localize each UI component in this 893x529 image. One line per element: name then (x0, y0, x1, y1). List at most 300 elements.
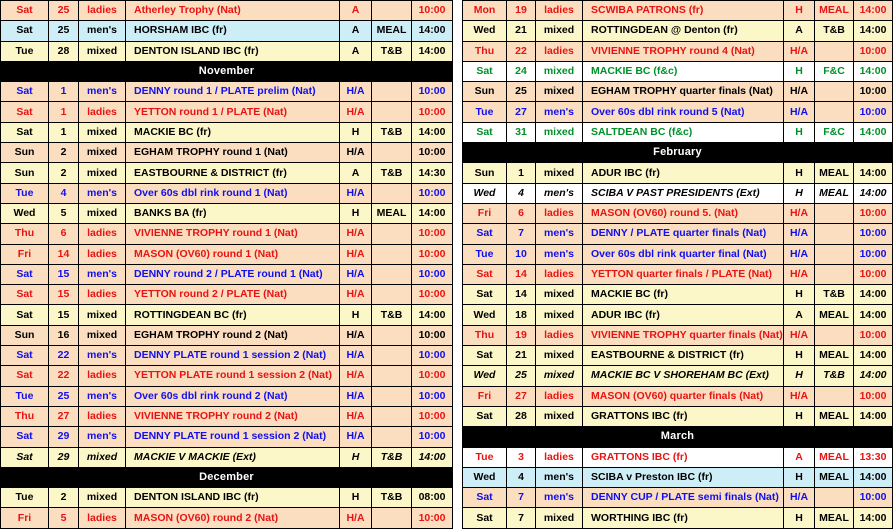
fixture-cell-venue: H/A (340, 427, 372, 447)
fixture-cell-day: Fri (463, 203, 507, 223)
fixture-cell-time: 10:00 (412, 386, 453, 406)
fixture-cell-venue: H/A (340, 224, 372, 244)
fixture-cell-day: Thu (463, 325, 507, 345)
fixture-cell-time: 14:00 (412, 21, 453, 41)
fixture-cell-venue: H/A (784, 244, 815, 264)
fixture-row[interactable] (1, 406, 453, 426)
fixture-cell-day: Thu (1, 224, 49, 244)
fixture-cell-venue: H/A (340, 264, 372, 284)
fixture-cell-date: 25 (49, 1, 79, 21)
fixture-cell-day: Sat (1, 447, 49, 467)
fixture-cell-day: Fri (1, 508, 49, 528)
fixture-cell-event: DENTON ISLAND IBC (fr) (126, 488, 340, 508)
fixture-cell-meal (372, 427, 412, 447)
fixture-row[interactable] (463, 102, 893, 122)
fixture-cell-type: men's (79, 427, 126, 447)
fixture-cell-type: mixed (79, 41, 126, 61)
fixture-cell-day: Wed (463, 467, 507, 487)
fixture-cell-date: 3 (507, 447, 536, 467)
fixture-cell-venue: H (340, 203, 372, 223)
fixture-cell-event: GRATTONS IBC (fr) (583, 447, 784, 467)
fixture-cell-time: 10:00 (854, 264, 893, 284)
fixture-cell-date: 22 (49, 366, 79, 386)
fixture-row[interactable] (463, 366, 893, 386)
fixture-cell-meal (372, 386, 412, 406)
fixture-cell-type: ladies (79, 406, 126, 426)
fixture-table-right (462, 0, 893, 529)
fixture-cell-meal: MEAL (815, 346, 854, 366)
fixture-cell-meal: MEAL (815, 508, 854, 528)
fixture-cell-day: Tue (1, 183, 49, 203)
fixture-row[interactable] (1, 366, 453, 386)
fixture-cell-date: 4 (49, 183, 79, 203)
fixture-cell-time: 10:00 (412, 285, 453, 305)
fixture-cell-venue: H (784, 61, 815, 81)
fixture-row[interactable] (463, 488, 893, 508)
fixture-cell-type: men's (79, 183, 126, 203)
fixture-cell-event: EGHAM TROPHY round 2 (Nat) (126, 325, 340, 345)
fixture-cell-type: ladies (79, 366, 126, 386)
fixture-row[interactable] (463, 224, 893, 244)
fixture-row[interactable] (463, 346, 893, 366)
fixture-cell-type: mixed (79, 122, 126, 142)
fixture-cell-day: Sun (1, 163, 49, 183)
fixture-cell-time: 14:00 (412, 305, 453, 325)
fixture-cell-type: mixed (536, 285, 583, 305)
fixture-cell-type: mixed (79, 163, 126, 183)
fixture-cell-venue: H/A (340, 102, 372, 122)
fixture-row[interactable] (1, 224, 453, 244)
fixture-row[interactable] (463, 1, 893, 21)
fixture-cell-meal: T&B (372, 447, 412, 467)
fixture-row[interactable] (463, 82, 893, 102)
fixture-cell-event: Over 60s dbl rink round 5 (Nat) (583, 102, 784, 122)
fixture-cell-time: 10:00 (854, 82, 893, 102)
fixture-cell-day: Tue (1, 41, 49, 61)
fixture-cell-time: 10:00 (412, 102, 453, 122)
fixture-cell-type: ladies (536, 203, 583, 223)
fixture-row[interactable] (1, 427, 453, 447)
fixture-cell-day: Sun (1, 325, 49, 345)
fixture-cell-event: YETTON round 2 / PLATE (Nat) (126, 285, 340, 305)
fixture-cell-meal (815, 488, 854, 508)
fixture-cell-date: 25 (49, 386, 79, 406)
fixture-cell-day: Sat (463, 61, 507, 81)
fixture-cell-time: 10:00 (412, 224, 453, 244)
fixture-cell-meal: MEAL (815, 1, 854, 21)
fixture-cell-date: 31 (507, 122, 536, 142)
fixture-cell-venue: A (340, 21, 372, 41)
fixture-cell-date: 4 (507, 183, 536, 203)
fixture-cell-type: mixed (536, 508, 583, 528)
fixture-cell-time: 10:00 (412, 1, 453, 21)
fixture-row[interactable] (1, 82, 453, 102)
fixture-cell-day: Sat (463, 406, 507, 426)
fixture-cell-venue: H (784, 406, 815, 426)
fixture-cell-day: Wed (463, 183, 507, 203)
fixture-cell-date: 6 (49, 224, 79, 244)
fixture-cell-time: 10:00 (412, 346, 453, 366)
fixture-cell-day: Sat (1, 1, 49, 21)
fixture-cell-event: ROTTINGDEAN @ Denton (fr) (583, 21, 784, 41)
fixture-row[interactable] (1, 203, 453, 223)
fixture-cell-meal (815, 82, 854, 102)
fixture-cell-time: 10:00 (412, 508, 453, 528)
fixture-row[interactable] (463, 21, 893, 41)
fixture-cell-meal (815, 41, 854, 61)
fixture-cell-venue: H/A (340, 366, 372, 386)
fixture-cell-type: men's (536, 467, 583, 487)
fixture-cell-date: 1 (49, 82, 79, 102)
fixture-cell-venue: A (340, 163, 372, 183)
fixture-cell-day: Sat (1, 21, 49, 41)
fixture-row[interactable] (1, 21, 453, 41)
fixture-cell-time: 10:00 (854, 386, 893, 406)
month-divider-label: March (463, 427, 893, 447)
fixture-cell-date: 19 (507, 325, 536, 345)
fixture-row[interactable] (1, 346, 453, 366)
fixture-row[interactable] (1, 447, 453, 467)
fixture-cell-event: DENNY / PLATE quarter finals (Nat) (583, 224, 784, 244)
fixture-cell-date: 2 (49, 488, 79, 508)
fixture-cell-event: YETTON PLATE round 1 session 2 (Nat) (126, 366, 340, 386)
fixture-cell-type: mixed (536, 21, 583, 41)
fixture-cell-venue: H (784, 163, 815, 183)
fixture-row[interactable] (463, 325, 893, 345)
fixture-cell-meal (372, 366, 412, 386)
fixture-cell-venue: H (784, 467, 815, 487)
fixture-cell-time: 14:00 (854, 61, 893, 81)
fixture-cell-day: Wed (463, 305, 507, 325)
fixture-cell-venue: A (784, 447, 815, 467)
fixture-cell-date: 25 (49, 21, 79, 41)
fixture-cell-date: 22 (507, 41, 536, 61)
fixture-cell-day: Sat (1, 264, 49, 284)
fixture-row[interactable] (463, 406, 893, 426)
fixture-cell-date: 27 (507, 102, 536, 122)
fixture-cell-venue: A (340, 1, 372, 21)
fixture-cell-type: mixed (536, 406, 583, 426)
fixture-cell-day: Tue (463, 244, 507, 264)
fixture-cell-date: 27 (507, 386, 536, 406)
fixture-cell-event: SCIBA v Preston IBC (fr) (583, 467, 784, 487)
fixture-row[interactable] (463, 467, 893, 487)
fixture-cell-time: 14:00 (854, 305, 893, 325)
fixture-cell-time: 10:00 (854, 325, 893, 345)
fixture-row[interactable] (463, 183, 893, 203)
fixture-cell-date: 25 (507, 366, 536, 386)
fixture-cell-meal (815, 203, 854, 223)
fixture-cell-time: 14:00 (854, 21, 893, 41)
fixture-cell-day: Sat (1, 427, 49, 447)
fixture-cell-meal: MEAL (372, 203, 412, 223)
fixture-cell-day: Sat (463, 488, 507, 508)
fixture-row[interactable] (463, 508, 893, 528)
fixture-cell-event: Over 60s dbl rink quarter final (Nat) (583, 244, 784, 264)
fixture-cell-event: DENNY round 2 / PLATE round 1 (Nat) (126, 264, 340, 284)
fixture-cell-event: Over 60s dbl rink round 2 (Nat) (126, 386, 340, 406)
fixture-cell-time: 10:00 (412, 366, 453, 386)
fixture-cell-event: DENNY CUP / PLATE semi finals (Nat) (583, 488, 784, 508)
fixture-cell-time: 10:00 (412, 143, 453, 163)
fixture-cell-date: 7 (507, 508, 536, 528)
fixture-row[interactable] (1, 1, 453, 21)
fixture-row[interactable] (463, 244, 893, 264)
fixture-cell-day: Tue (1, 386, 49, 406)
fixture-cell-meal (372, 183, 412, 203)
fixture-row[interactable] (1, 264, 453, 284)
fixture-cell-meal: MEAL (815, 163, 854, 183)
fixture-cell-type: ladies (536, 386, 583, 406)
fixture-row[interactable] (463, 122, 893, 142)
fixture-cell-event: VIVIENNE TROPHY round 1 (Nat) (126, 224, 340, 244)
fixture-cell-event: ROTTINGDEAN BC (fr) (126, 305, 340, 325)
fixture-cell-meal: T&B (372, 305, 412, 325)
fixture-cell-day: Tue (463, 447, 507, 467)
fixture-row[interactable] (463, 447, 893, 467)
fixture-cell-event: GRATTONS IBC (fr) (583, 406, 784, 426)
fixture-cell-time: 10:00 (854, 244, 893, 264)
fixture-cell-day: Sat (1, 102, 49, 122)
fixture-cell-day: Sat (1, 285, 49, 305)
fixture-cell-venue: A (784, 305, 815, 325)
fixture-cell-type: men's (79, 346, 126, 366)
fixture-row[interactable] (463, 163, 893, 183)
fixture-cell-event: MASON (OV60) round 5. (Nat) (583, 203, 784, 223)
fixture-cell-date: 5 (49, 203, 79, 223)
fixture-cell-time: 10:00 (412, 244, 453, 264)
fixture-cell-event: YETTON round 1 / PLATE (Nat) (126, 102, 340, 122)
fixture-cell-date: 16 (49, 325, 79, 345)
fixture-cell-type: mixed (79, 143, 126, 163)
fixture-cell-date: 18 (507, 305, 536, 325)
month-divider-row (1, 467, 453, 487)
fixture-cell-event: Over 60s dbl rink round 1 (Nat) (126, 183, 340, 203)
fixture-row[interactable] (463, 61, 893, 81)
fixture-cell-event: MACKIE BC (f&c) (583, 61, 784, 81)
month-divider-row (1, 61, 453, 81)
fixture-cell-date: 22 (49, 346, 79, 366)
fixture-cell-venue: H/A (340, 143, 372, 163)
fixture-cell-venue: H/A (340, 82, 372, 102)
fixture-cell-time: 14:00 (854, 346, 893, 366)
fixture-cell-meal (815, 386, 854, 406)
fixture-row[interactable] (1, 102, 453, 122)
fixture-cell-venue: H/A (340, 285, 372, 305)
fixture-cell-meal: T&B (372, 41, 412, 61)
fixture-cell-time: 08:00 (412, 488, 453, 508)
fixture-cell-meal: MEAL (815, 183, 854, 203)
fixture-cell-time: 14:00 (854, 183, 893, 203)
fixture-cell-type: men's (536, 224, 583, 244)
fixture-cell-event: ADUR IBC (fr) (583, 163, 784, 183)
fixture-cell-day: Wed (463, 366, 507, 386)
fixture-cell-meal: T&B (372, 122, 412, 142)
fixture-cell-time: 10:00 (854, 41, 893, 61)
fixture-cell-date: 24 (507, 61, 536, 81)
fixture-cell-venue: H (784, 285, 815, 305)
fixture-cell-meal: MEAL (815, 467, 854, 487)
fixture-cell-venue: H/A (340, 346, 372, 366)
fixture-cell-time: 10:00 (854, 203, 893, 223)
fixture-cell-meal: MEAL (815, 447, 854, 467)
fixture-cell-time: 14:00 (854, 163, 893, 183)
fixture-cell-date: 1 (49, 102, 79, 122)
fixture-cell-type: men's (79, 386, 126, 406)
fixture-cell-event: DENNY PLATE round 1 session 2 (Nat) (126, 346, 340, 366)
fixture-cell-venue: H (340, 447, 372, 467)
fixture-cell-time: 10:00 (854, 488, 893, 508)
fixture-cell-meal: T&B (372, 488, 412, 508)
fixture-cell-meal: T&B (372, 163, 412, 183)
fixture-row[interactable] (1, 143, 453, 163)
fixture-cell-event: DENNY PLATE round 1 session 2 (Nat) (126, 427, 340, 447)
fixture-cell-date: 4 (507, 467, 536, 487)
fixture-cell-time: 14:30 (412, 163, 453, 183)
fixture-cell-venue: H/A (784, 224, 815, 244)
fixture-cell-type: ladies (79, 244, 126, 264)
fixture-cell-event: ADUR IBC (fr) (583, 305, 784, 325)
fixture-cell-type: mixed (79, 447, 126, 467)
fixture-cell-date: 1 (49, 122, 79, 142)
fixture-cell-event: MACKIE BC (fr) (126, 122, 340, 142)
fixture-cell-event: SCIBA V PAST PRESIDENTS (Ext) (583, 183, 784, 203)
fixture-cell-time: 14:00 (854, 467, 893, 487)
fixture-cell-meal: F&C (815, 122, 854, 142)
fixture-cell-time: 13:30 (854, 447, 893, 467)
fixture-cell-event: MACKIE BC V SHOREHAM BC (Ext) (583, 366, 784, 386)
fixture-cell-type: ladies (536, 264, 583, 284)
fixture-cell-type: mixed (536, 366, 583, 386)
fixture-row[interactable] (1, 508, 453, 528)
fixture-cell-day: Sat (1, 366, 49, 386)
fixture-row[interactable] (1, 305, 453, 325)
fixture-row[interactable] (1, 285, 453, 305)
fixture-cell-meal: T&B (815, 21, 854, 41)
fixture-cell-time: 10:00 (412, 406, 453, 426)
fixture-table-right-body (463, 1, 893, 529)
month-divider-label: December (1, 467, 453, 487)
fixture-cell-type: men's (79, 264, 126, 284)
fixture-row[interactable] (463, 203, 893, 223)
fixture-cell-type: mixed (536, 122, 583, 142)
fixture-row[interactable] (1, 386, 453, 406)
fixture-cell-date: 15 (49, 305, 79, 325)
fixture-cell-type: men's (536, 183, 583, 203)
fixture-row[interactable] (1, 325, 453, 345)
fixture-cell-event: DENNY round 1 / PLATE prelim (Nat) (126, 82, 340, 102)
fixture-cell-venue: H/A (784, 325, 815, 345)
fixture-cell-meal (815, 102, 854, 122)
fixture-cell-type: ladies (536, 1, 583, 21)
fixture-row[interactable] (463, 305, 893, 325)
fixture-row[interactable] (1, 122, 453, 142)
fixture-cell-event: EGHAM TROPHY round 1 (Nat) (126, 143, 340, 163)
fixture-cell-date: 19 (507, 1, 536, 21)
fixture-cell-date: 14 (507, 285, 536, 305)
fixture-cell-venue: H/A (784, 386, 815, 406)
fixture-row[interactable] (1, 163, 453, 183)
fixture-cell-meal: MEAL (372, 21, 412, 41)
fixture-cell-meal (815, 325, 854, 345)
fixture-cell-date: 25 (507, 82, 536, 102)
fixture-cell-event: MACKIE V MACKIE (Ext) (126, 447, 340, 467)
fixture-cell-type: mixed (536, 346, 583, 366)
fixture-cell-date: 29 (49, 447, 79, 467)
fixture-cell-venue: H (340, 488, 372, 508)
fixture-cell-venue: H (784, 183, 815, 203)
fixture-cell-time: 10:00 (412, 427, 453, 447)
fixture-cell-type: ladies (536, 447, 583, 467)
fixture-row[interactable] (1, 244, 453, 264)
fixture-row[interactable] (463, 386, 893, 406)
fixture-cell-meal (372, 224, 412, 244)
fixture-row[interactable] (463, 264, 893, 284)
fixture-cell-venue: H (340, 122, 372, 142)
fixture-cell-venue: H/A (340, 325, 372, 345)
fixture-cell-event: VIVIENNE TROPHY round 4 (Nat) (583, 41, 784, 61)
fixture-cell-type: ladies (536, 41, 583, 61)
fixture-cell-time: 14:00 (412, 122, 453, 142)
fixture-cell-type: ladies (79, 102, 126, 122)
fixture-cell-meal (372, 325, 412, 345)
fixture-row[interactable] (1, 488, 453, 508)
fixture-row[interactable] (463, 41, 893, 61)
fixture-cell-date: 10 (507, 244, 536, 264)
fixture-cell-event: SCWIBA PATRONS (fr) (583, 1, 784, 21)
fixture-cell-meal (372, 143, 412, 163)
fixture-cell-time: 10:00 (412, 183, 453, 203)
fixture-row[interactable] (1, 41, 453, 61)
fixture-cell-venue: H/A (784, 102, 815, 122)
fixture-cell-event: VIVIENNE TROPHY round 2 (Nat) (126, 406, 340, 426)
fixture-row[interactable] (1, 183, 453, 203)
fixture-cell-time: 14:00 (412, 447, 453, 467)
fixture-cell-venue: H (784, 122, 815, 142)
fixture-cell-venue: H/A (784, 41, 815, 61)
fixture-cell-meal: MEAL (815, 406, 854, 426)
fixture-cell-day: Thu (463, 41, 507, 61)
fixture-cell-time: 10:00 (412, 325, 453, 345)
fixture-cell-event: BANKS BA (fr) (126, 203, 340, 223)
fixture-cell-event: EGHAM TROPHY quarter finals (Nat) (583, 82, 784, 102)
fixture-cell-venue: H/A (784, 82, 815, 102)
fixture-cell-type: mixed (79, 305, 126, 325)
fixture-cell-time: 10:00 (854, 102, 893, 122)
month-divider-label: February (463, 143, 893, 163)
fixture-cell-time: 14:00 (854, 1, 893, 21)
fixture-cell-venue: H/A (784, 203, 815, 223)
fixture-cell-type: men's (536, 488, 583, 508)
fixture-cell-venue: H (340, 305, 372, 325)
fixture-cell-date: 15 (49, 264, 79, 284)
fixture-cell-event: EASTBOURNE & DISTRICT (fr) (583, 346, 784, 366)
fixture-cell-meal (372, 102, 412, 122)
fixture-cell-meal (372, 406, 412, 426)
fixture-cell-day: Sat (463, 264, 507, 284)
fixture-row[interactable] (463, 285, 893, 305)
fixture-cell-venue: H/A (340, 183, 372, 203)
fixture-cell-day: Mon (463, 1, 507, 21)
fixture-cell-type: ladies (79, 1, 126, 21)
fixture-cell-time: 14:00 (412, 203, 453, 223)
fixture-cell-venue: A (340, 41, 372, 61)
fixture-cell-type: men's (79, 21, 126, 41)
fixture-cell-type: ladies (79, 224, 126, 244)
fixture-cell-type: men's (79, 82, 126, 102)
fixture-cell-time: 10:00 (412, 82, 453, 102)
fixture-cell-day: Wed (463, 21, 507, 41)
